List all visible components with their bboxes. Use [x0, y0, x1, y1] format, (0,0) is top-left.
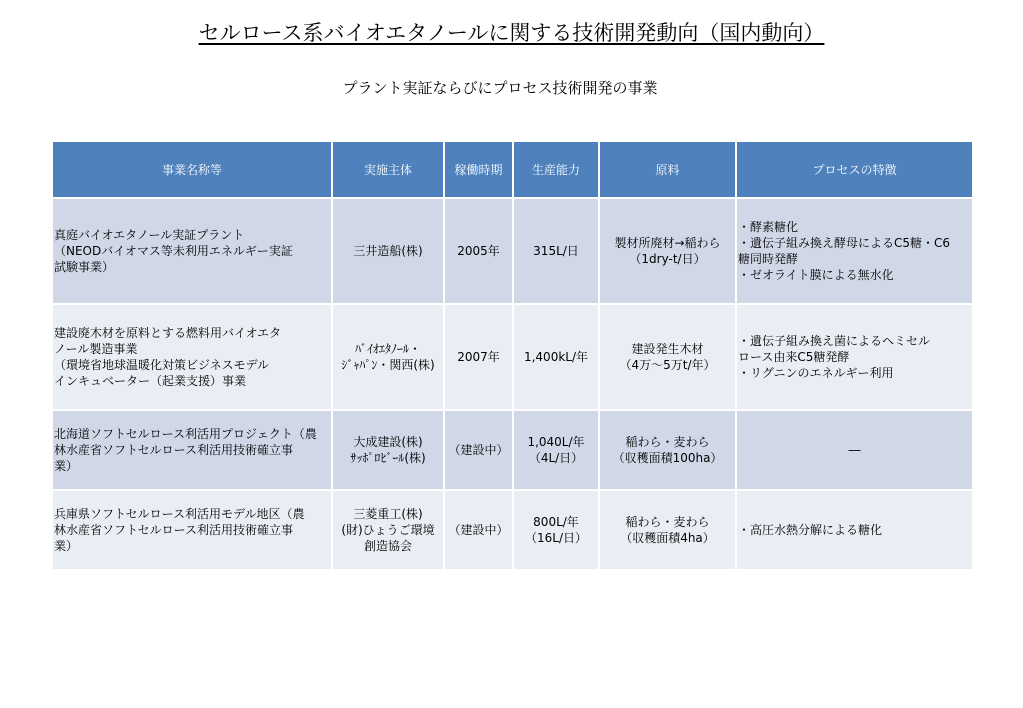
- entity-line: 三井造船(株): [353, 244, 423, 258]
- column-header-entity: 実施主体: [332, 141, 444, 198]
- project-name-line: 林水産省ソフトセルロース利活用技術確立事: [54, 443, 294, 457]
- entity-line: 三菱重工(株): [353, 507, 423, 521]
- material-line: 稲わら・麦わら: [625, 515, 710, 529]
- project-name-cell: [52, 198, 332, 304]
- project-name-line: 業）: [54, 539, 79, 553]
- project-name-line: インキュベーター（起業支援）事業: [54, 374, 247, 388]
- period-cell: 2005年: [444, 198, 513, 304]
- table-row: [52, 410, 973, 490]
- period-cell: （建設中）: [444, 490, 513, 570]
- column-header-capacity: 生産能力: [513, 141, 599, 198]
- material-line: （収穫面積4ha）: [620, 531, 715, 545]
- project-name-line: 業）: [54, 459, 79, 473]
- capacity-line: 1,400kL/年: [523, 350, 589, 364]
- material-line: 稲わら・麦わら: [625, 435, 710, 449]
- capacity-line: （4L/日）: [528, 451, 584, 465]
- capacity-line: 800L/年: [533, 515, 579, 529]
- material-line: 建設発生木材: [631, 342, 704, 356]
- entity-line: ｻｯﾎﾟﾛﾋﾞｰﾙ(株): [350, 451, 426, 465]
- project-name-line: 林水産省ソフトセルロース利活用技術確立事: [54, 523, 294, 537]
- entity-cell: [332, 410, 444, 490]
- material-cell: [599, 304, 736, 410]
- process-cell: [736, 198, 973, 304]
- table-row: [52, 198, 973, 304]
- project-name-cell: [52, 304, 332, 410]
- process-line: ・遺伝子組み換え菌によるヘミセル: [738, 334, 931, 348]
- page-subtitle: プラント実証ならびにプロセス技術開発の事業: [342, 79, 658, 97]
- entity-line: (財)ひょうご環境: [341, 523, 435, 537]
- entity-cell: [332, 490, 444, 570]
- entity-line: 創造協会: [363, 539, 412, 553]
- entity-line: ｼﾞｬﾊﾟﾝ・関西(株): [341, 358, 435, 372]
- project-name-line: 建設廃木材を原料とする燃料用バイオエタ: [54, 326, 282, 340]
- process-line: ・高圧水熱分解による糖化: [738, 523, 883, 537]
- column-header-material: 原料: [599, 141, 736, 198]
- process-line: ロース由来C5糖発酵: [738, 350, 850, 364]
- capacity-cell: [513, 410, 599, 490]
- capacity-cell: [513, 304, 599, 410]
- material-line: （1dry-t/日）: [629, 252, 706, 266]
- process-cell: [736, 410, 973, 490]
- project-name-line: 試験事業）: [54, 260, 115, 274]
- capacity-line: 1,040L/年: [527, 435, 585, 449]
- project-name-line: （NEODバイオマス等未利用エネルギー実証: [54, 244, 293, 258]
- material-line: 製材所廃材→稲わら: [614, 236, 721, 250]
- material-cell: [599, 490, 736, 570]
- process-line: ・遺伝子組み換え酵母によるC5糖・C6: [738, 236, 951, 250]
- table-row: [52, 490, 973, 570]
- process-line: ・ゼオライト膜による無水化: [738, 268, 894, 282]
- entity-line: 大成建設(株): [353, 435, 423, 449]
- material-line: （4万～5万t/年）: [619, 358, 716, 372]
- entity-cell: [332, 304, 444, 410]
- project-name-line: （環境省地球温暖化対策ビジネスモデル: [54, 358, 270, 372]
- capacity-cell: [513, 490, 599, 570]
- column-header-period: 稼働時期: [444, 141, 513, 198]
- period-cell: 2007年: [444, 304, 513, 410]
- capacity-line: （16L/日）: [525, 531, 587, 545]
- column-header-project-name: 事業名称等: [52, 141, 332, 198]
- project-name-cell: [52, 410, 332, 490]
- material-cell: [599, 410, 736, 490]
- process-line: ―: [848, 443, 861, 457]
- table-header-row: [52, 141, 973, 198]
- period-cell: （建設中）: [444, 410, 513, 490]
- process-cell: [736, 304, 973, 410]
- column-header-process: プロセスの特徴: [736, 141, 973, 198]
- project-name-line: ノール製造事業: [54, 342, 138, 356]
- material-cell: [599, 198, 736, 304]
- table-row: [52, 304, 973, 410]
- projects-table: [51, 140, 974, 571]
- process-line: ・酵素糖化: [738, 220, 799, 234]
- process-cell: [736, 490, 973, 570]
- entity-cell: [332, 198, 444, 304]
- project-name-line: 兵庫県ソフトセルロース利活用モデル地区（農: [54, 507, 305, 521]
- project-name-line: 北海道ソフトセルロース利活用プロジェクト（農: [54, 427, 317, 441]
- capacity-cell: [513, 198, 599, 304]
- entity-line: ﾊﾞｲｵｴﾀﾉｰﾙ・: [354, 342, 421, 356]
- material-line: （収穫面積100ha）: [612, 451, 723, 465]
- project-name-cell: [52, 490, 332, 570]
- process-line: ・リグニンのエネルギー利用: [738, 366, 894, 380]
- page-title: セルロース系バイオエタノールに関する技術開発動向（国内動向）: [198, 21, 825, 45]
- project-name-line: 真庭バイオエタノール実証プラント: [54, 228, 245, 242]
- capacity-line: 315L/日: [533, 244, 579, 258]
- process-line: 糖同時発酵: [738, 252, 799, 266]
